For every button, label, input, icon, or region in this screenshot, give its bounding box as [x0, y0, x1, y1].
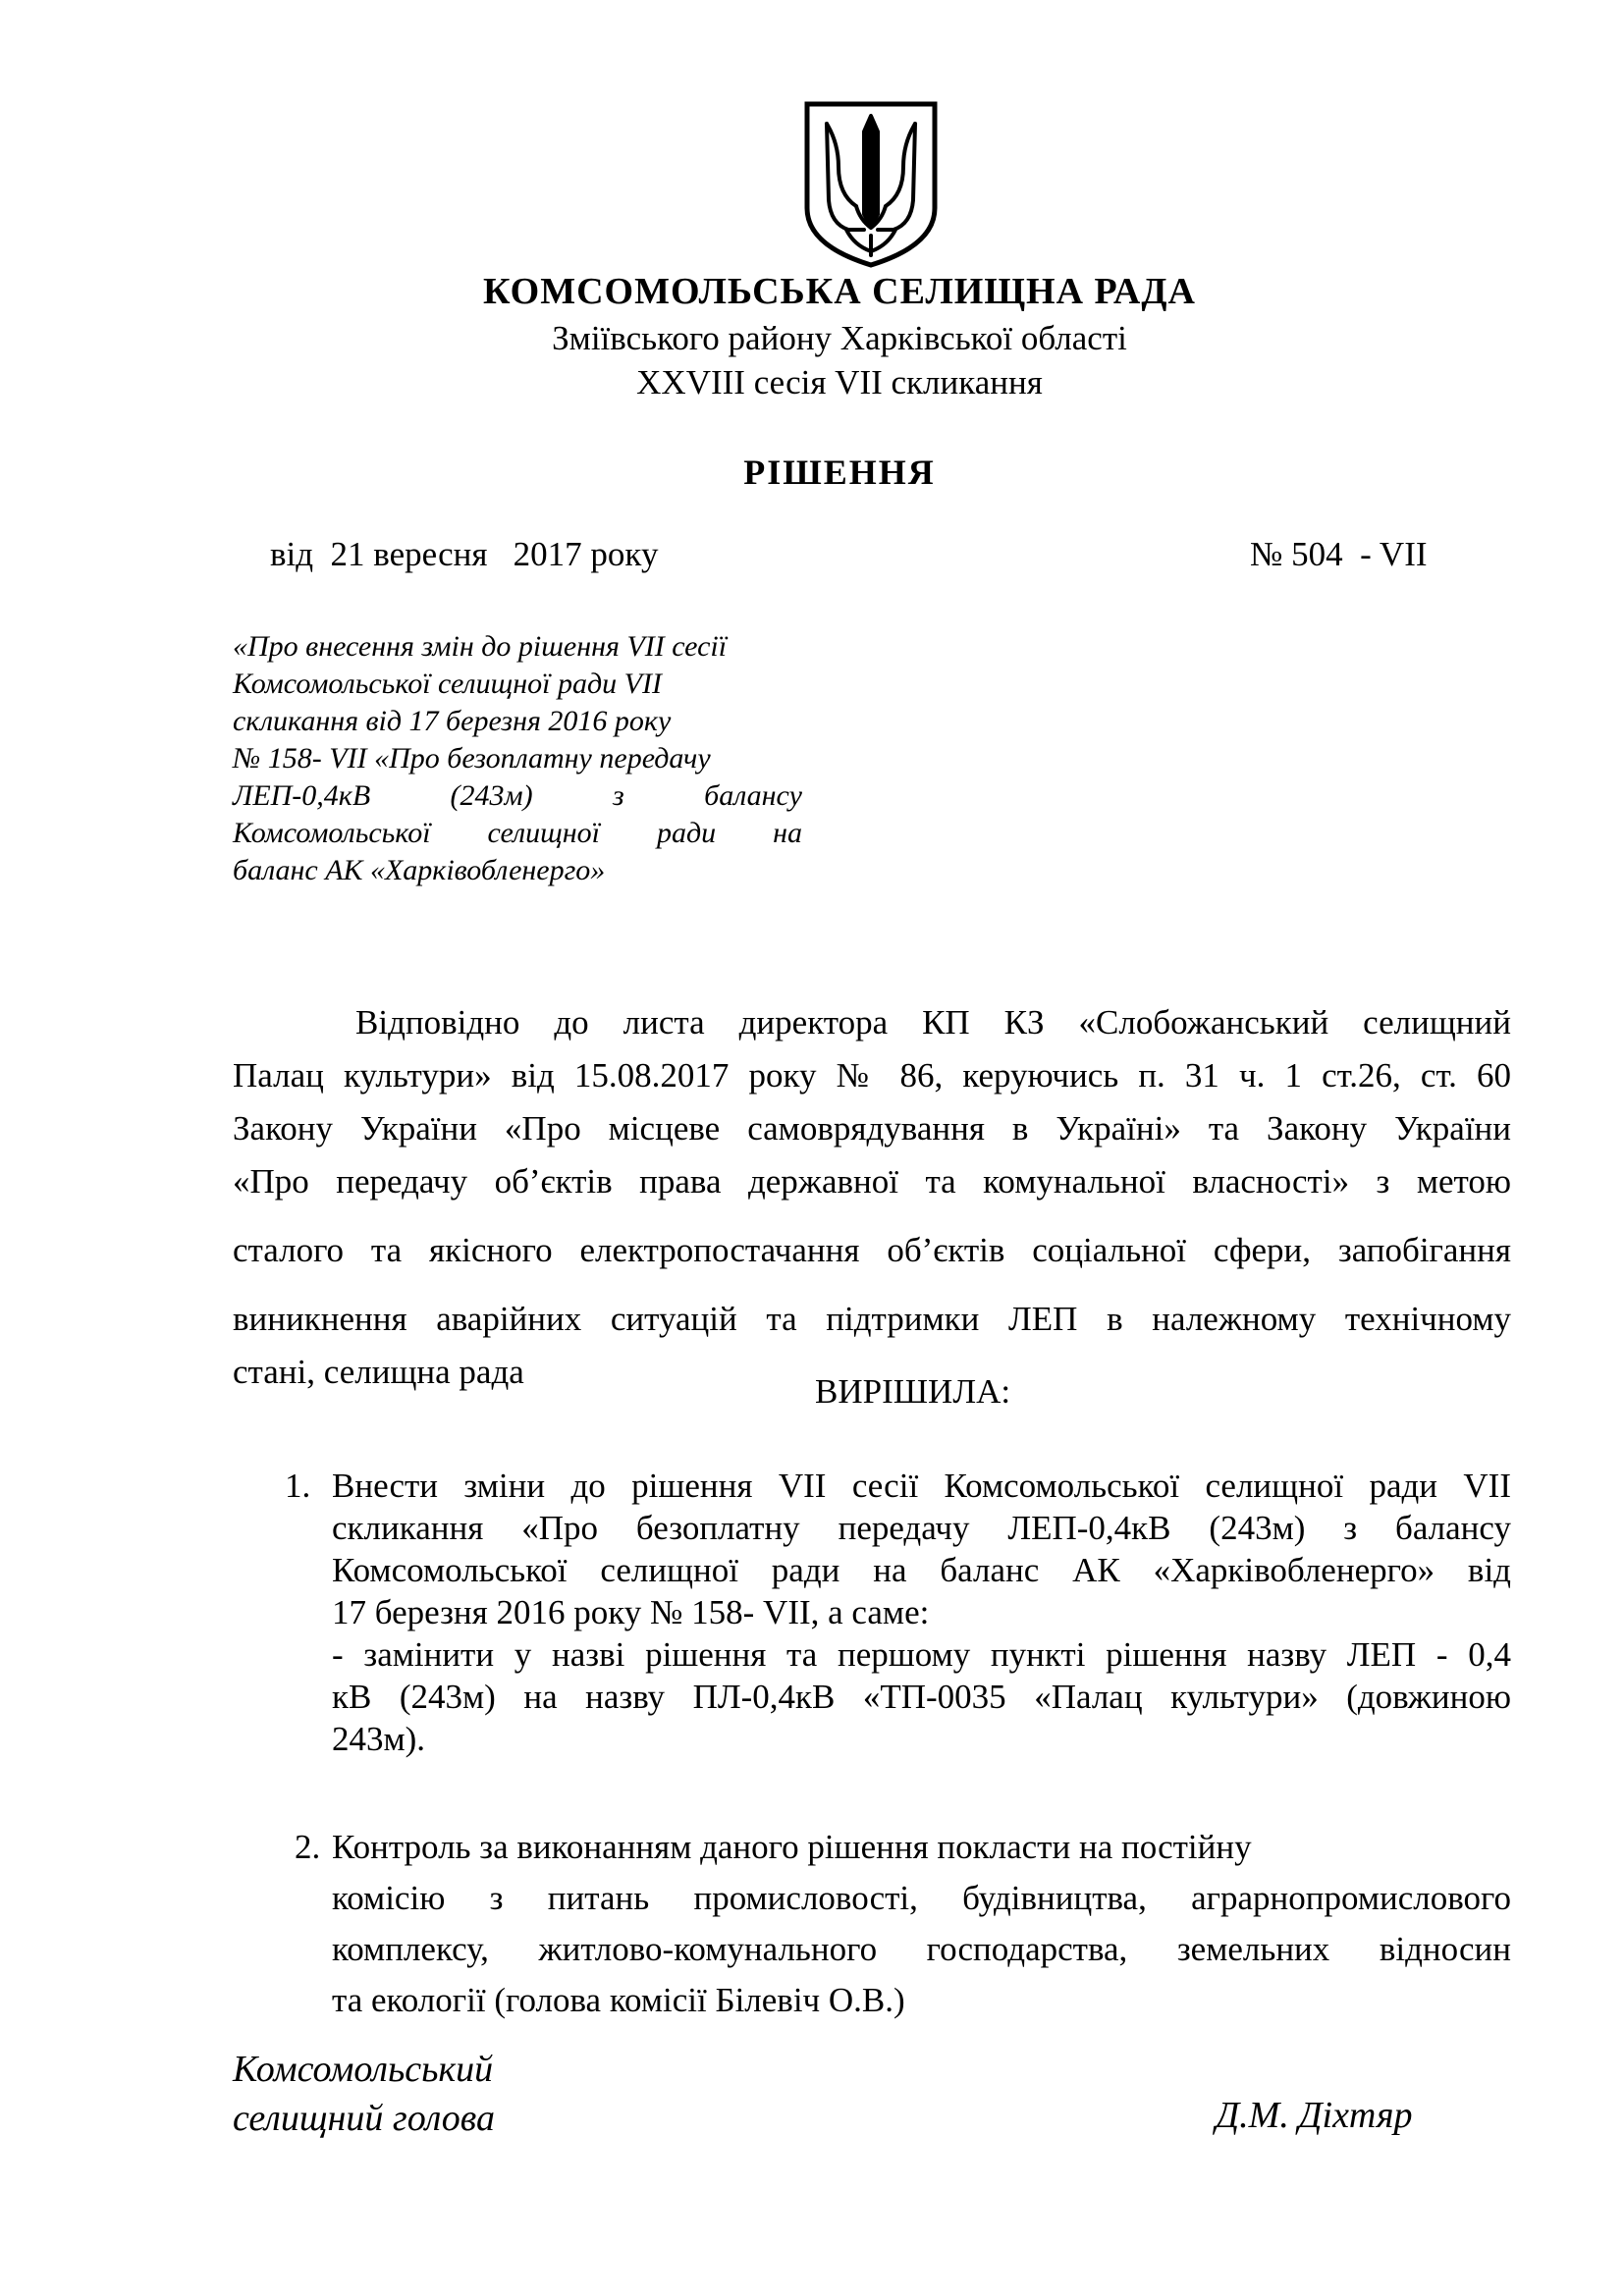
item-line: скликання «Про безоплатну передачу ЛЕП-0,4кВ (243м) з балансу [332, 1509, 1511, 1547]
preamble-line: сталого та якісного електропостачання об’єктів соціальної сфери, запобігання [233, 1231, 1511, 1269]
decision-number: № 504 - VII [1250, 535, 1428, 573]
subject-line: скликання від 17 березня 2016 року [233, 705, 672, 737]
council-session: XXVIII сесія VII скликання [636, 363, 1043, 401]
item-line: та екології (голова комісії Білевіч О.В.) [332, 1981, 905, 2019]
item-line: 243м). [332, 1720, 426, 1758]
item-line: - замінити у назві рішення та першому пункті рішення назву ЛЕП - 0,4 [332, 1635, 1511, 1674]
decision-item [332, 1465, 1511, 1760]
item-line: Контроль за виконанням даного рішення покласти на постійну [332, 1828, 1252, 1866]
decision-subject [233, 628, 802, 889]
preamble-line: Відповідно до листа директора КП КЗ «Слобожанський селищний [355, 1003, 1511, 1041]
item-line: Комсомольської селищної ради на баланс АК «Харківобленерго» від [332, 1551, 1511, 1589]
preamble-line: виникнення аварійних ситуацій та підтримки ЛЕП в належному технічному [233, 1300, 1511, 1338]
resolved-heading: ВИРІШИЛА: [815, 1372, 1011, 1411]
subject-line: № 158- VII «Про безоплатну передачу [233, 742, 711, 774]
item-line: Внести зміни до рішення VII сесії Комсомольської селищної ради VII [332, 1467, 1511, 1505]
signatory-title-line: селищний голова [233, 2098, 496, 2139]
subject-line: Комсомольської селищної ради на [233, 817, 802, 849]
council-district: Зміївського району Харківської області [552, 319, 1127, 357]
preamble-line: Закону України «Про місцеве самоврядування в Україні» та Закону України [233, 1109, 1511, 1148]
signatory-title-line: Комсомольський [233, 2049, 494, 2090]
document-type-title: РІШЕННЯ [743, 453, 936, 492]
preamble-line: стані, селищна рада [233, 1353, 524, 1391]
council-name: КОМСОМОЛЬСЬКА СЕЛИЩНА РАДА [483, 271, 1196, 312]
preamble-line: Палац культури» від 15.08.2017 року № 86, керуючись п. 31 ч. 1 ст.26, ст. 60 [233, 1056, 1511, 1095]
item-number: 1. [285, 1467, 311, 1505]
decision-item [332, 1822, 1511, 2026]
subject-line: Комсомольської селищної ради VII [233, 667, 662, 700]
signatory-name: Д.М. Діхтяр [1216, 2095, 1413, 2136]
item-line: 17 березня 2016 року № 158- VII, а саме: [332, 1593, 930, 1631]
item-number: 2. [295, 1828, 321, 1866]
trident-emblem-icon [799, 98, 943, 269]
item-line: комплексу, житлово-комунального господарства, земельних відносин [332, 1930, 1511, 1968]
preamble-line: «Про передачу об’єктів права державної та комунальної власності» з метою [233, 1162, 1511, 1201]
item-line: кВ (243м) на назву ПЛ-0,4кВ «ТП-0035 «Палац культури» (довжиною [332, 1678, 1511, 1716]
subject-line: «Про внесення змін до рішення VII сесії [233, 630, 728, 663]
subject-line: ЛЕП-0,4кВ (243м) з балансу [233, 779, 802, 812]
subject-line: баланс АК «Харківобленерго» [233, 854, 606, 886]
preamble-paragraph [233, 996, 1511, 1399]
decision-date: від 21 вересня 2017 року [270, 535, 659, 573]
signatory-title [233, 2045, 495, 2143]
item-line: комісію з питань промисловості, будівництва, аграрнопромислового [332, 1879, 1511, 1917]
